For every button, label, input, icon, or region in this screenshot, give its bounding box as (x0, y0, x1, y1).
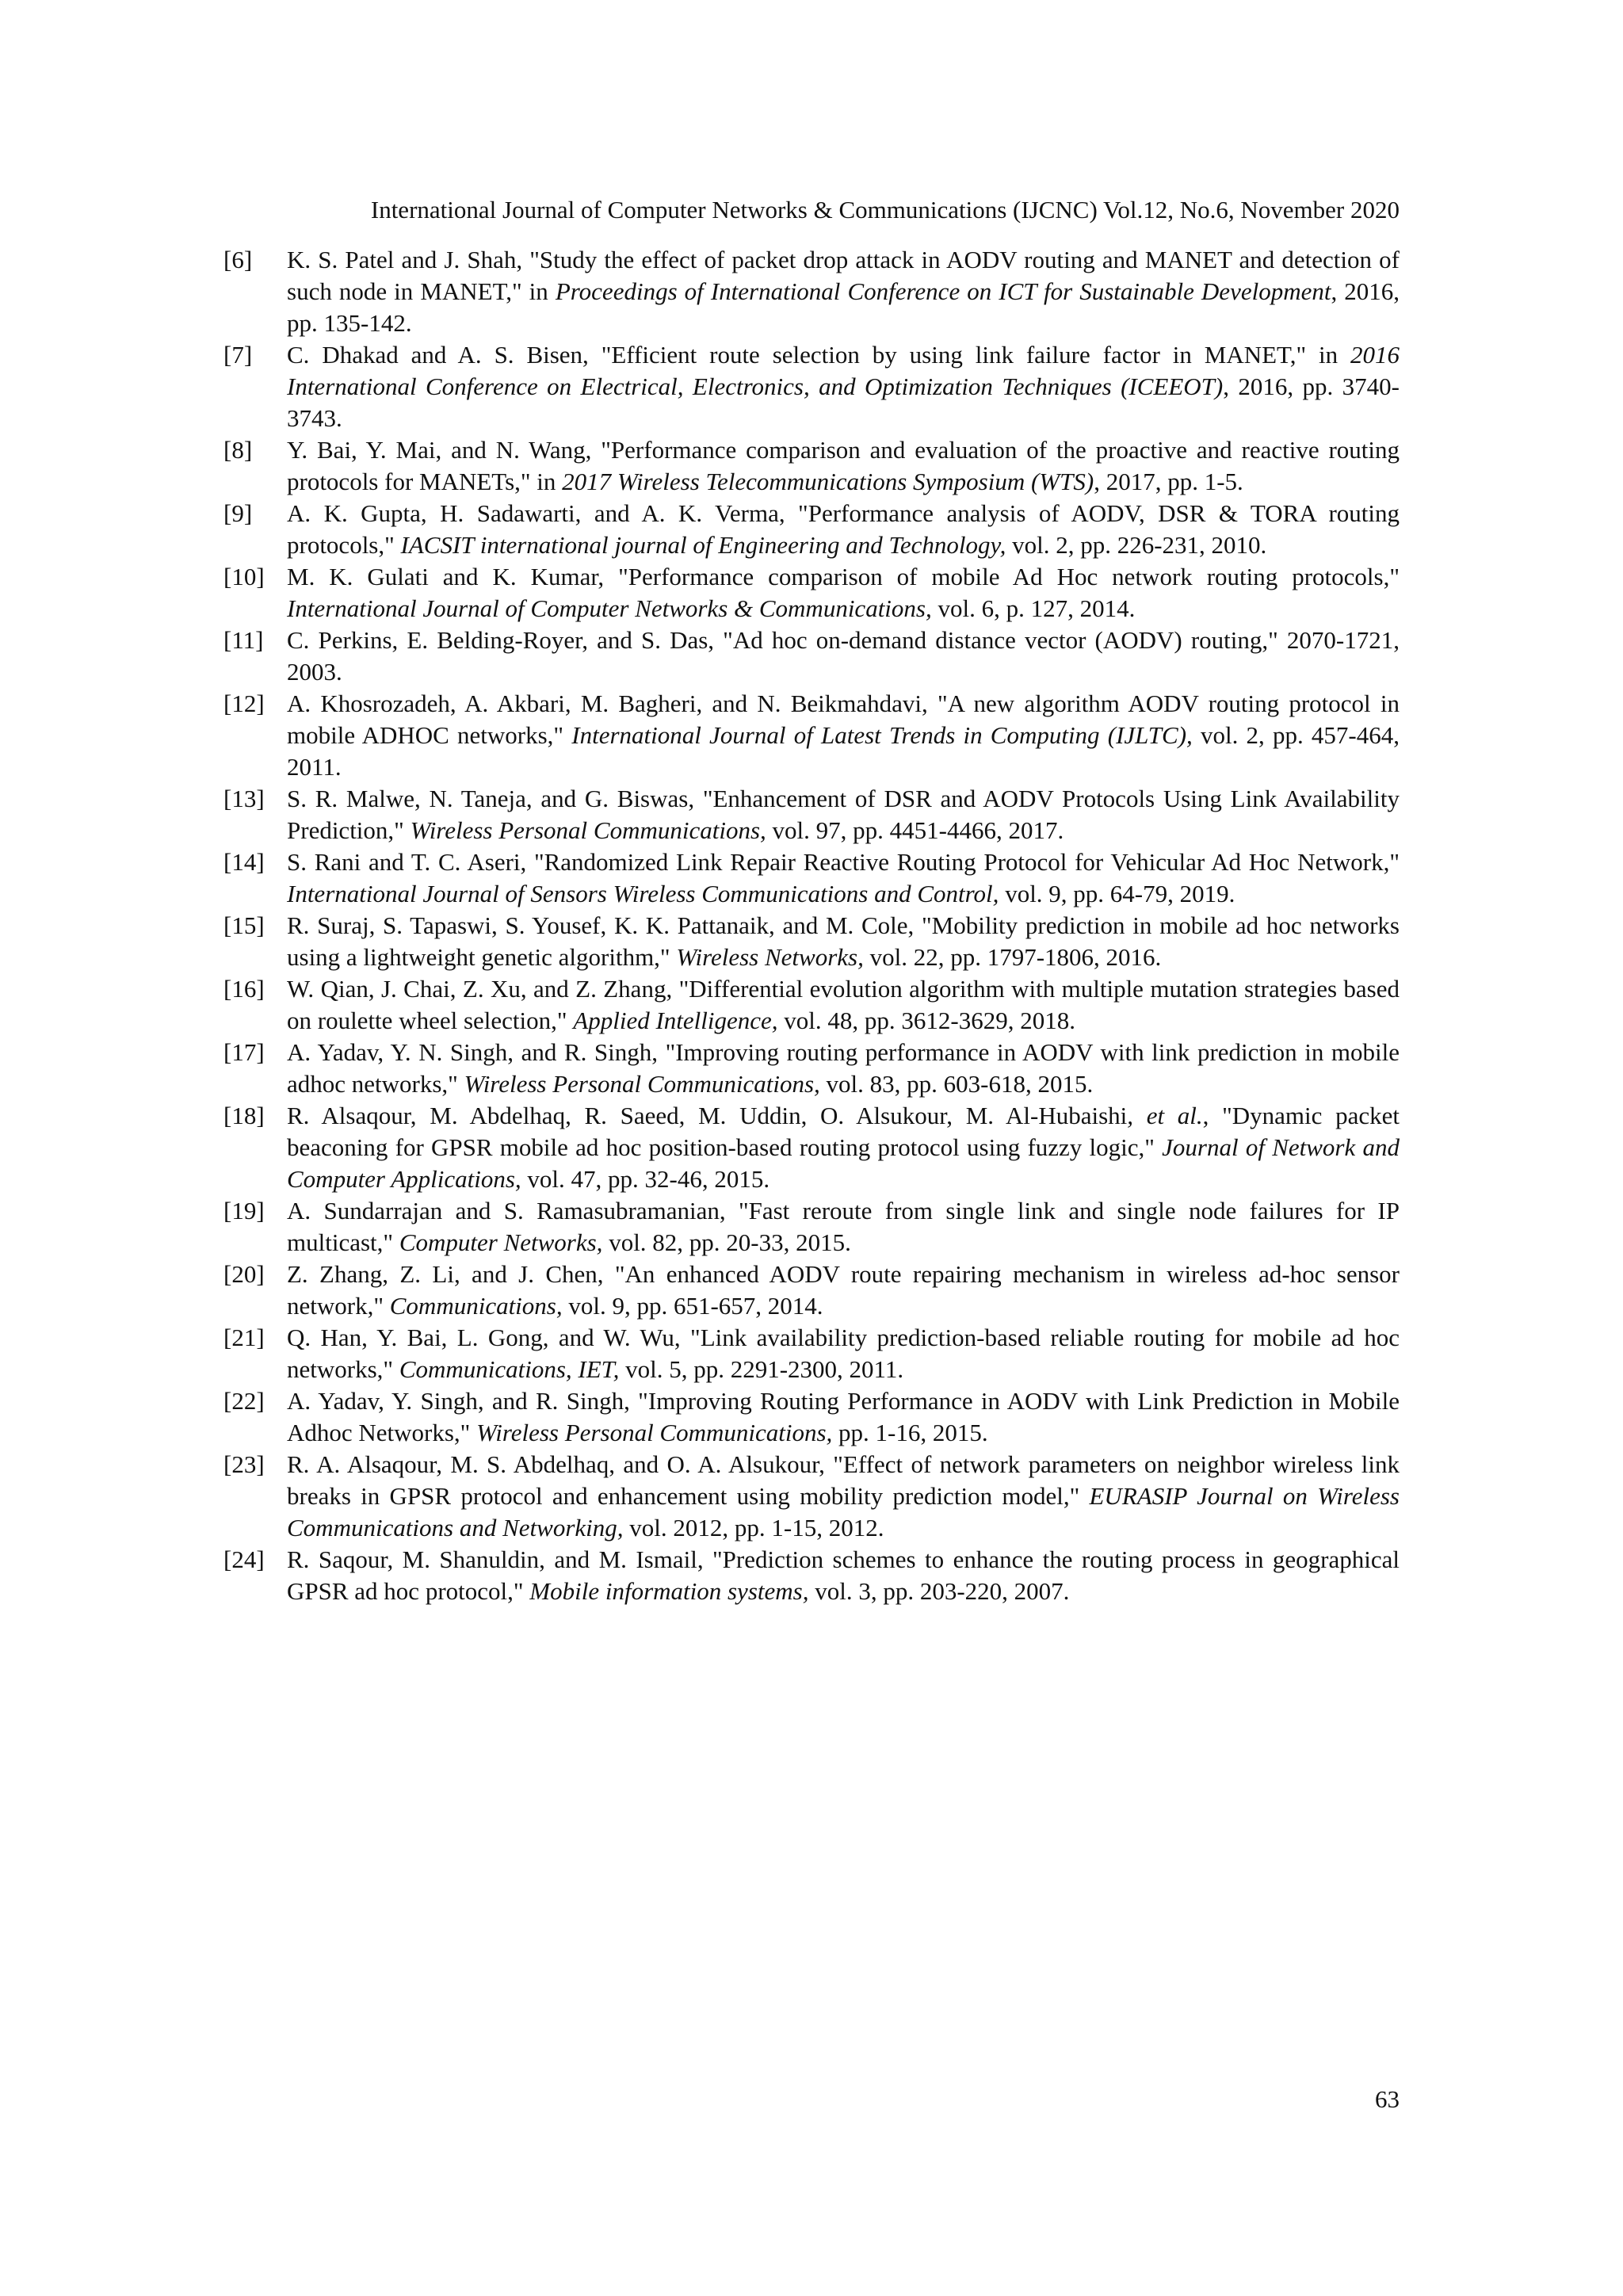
reference-venue: International Journal of Computer Networks & Communications, (287, 594, 932, 622)
reference-item (223, 688, 1400, 783)
reference-number: [10] (223, 563, 265, 590)
reference-number: [8] (223, 436, 253, 464)
reference-venue: International Journal of Sensors Wireless Communications and Control, (287, 880, 999, 907)
reference-text: K. S. Patel and J. Shah, "Study the effect of packet drop attack in AODV routing and MANET and detection of such node in MANET," in (287, 246, 1400, 305)
reference-details: vol. 83, pp. 603-618, 2015. (819, 1070, 1094, 1098)
reference-item (223, 339, 1400, 434)
reference-venue: International Journal of Latest Trends in Computing (IJLTC), (571, 721, 1193, 749)
reference-details: vol. 47, pp. 32-46, 2015. (521, 1165, 770, 1193)
reference-number: [12] (223, 690, 265, 717)
reference-venue: 2017 Wireless Telecommunications Symposium (WTS) (562, 468, 1094, 495)
reference-item (223, 1449, 1400, 1544)
reference-number: [20] (223, 1260, 265, 1288)
reference-item (223, 846, 1400, 910)
reference-number: [11] (223, 626, 264, 654)
reference-venue: Journal of Network and Computer Applications, (287, 1133, 1400, 1193)
reference-item (223, 1195, 1400, 1259)
reference-venue: Communications, IET, (399, 1355, 620, 1383)
reference-item (223, 1100, 1400, 1195)
reference-item (223, 1259, 1400, 1322)
reference-details: vol. 5, pp. 2291-2300, 2011. (619, 1355, 904, 1383)
reference-item (223, 973, 1400, 1037)
reference-details: vol. 2, pp. 226-231, 2010. (1006, 531, 1267, 559)
reference-venue: Wireless Networks, (676, 943, 864, 971)
reference-venue: Mobile information systems, (529, 1577, 809, 1605)
reference-number: [16] (223, 975, 265, 1003)
reference-details: vol. 2012, pp. 1-15, 2012. (623, 1514, 884, 1541)
reference-text: Y. Bai, Y. Mai, and N. Wang, "Performance comparison and evaluation of the proactive and reactive routing protocols for MANETs," in (287, 436, 1400, 495)
reference-venue: EURASIP Journal on Wireless Communications and Networking, (287, 1482, 1400, 1541)
reference-item (223, 498, 1400, 561)
reference-venue: Applied Intelligence, (573, 1007, 778, 1034)
reference-number: [6] (223, 246, 253, 273)
reference-item (223, 561, 1400, 625)
reference-details: , 2016, pp. 3740-3743. (287, 372, 1400, 432)
reference-text: A. Khosrozadeh, A. Akbari, M. Bagheri, and N. Beikmahdavi, "A new algorithm AODV routing protocol in mobile ADHOC networks," (287, 690, 1400, 749)
reference-text: A. Sundarrajan and S. Ramasubramanian, "Fast reroute from single link and single node failures for IP multicast," (287, 1197, 1400, 1256)
reference-text: R. Saqour, M. Shanuldin, and M. Ismail, "Prediction schemes to enhance the routing process in geographical GPSR ad hoc protocol," (287, 1545, 1400, 1605)
reference-details: vol. 22, pp. 1797-1806, 2016. (863, 943, 1162, 971)
reference-number: [13] (223, 785, 265, 812)
reference-item (223, 1544, 1400, 1607)
reference-venue: Wireless Personal Communications, (464, 1070, 820, 1098)
reference-number: [17] (223, 1038, 265, 1066)
reference-item (223, 910, 1400, 973)
reference-details: vol. 48, pp. 3612-3629, 2018. (777, 1007, 1075, 1034)
reference-item (223, 1037, 1400, 1100)
reference-item (223, 1322, 1400, 1385)
reference-venue: Computer Networks, (399, 1228, 603, 1256)
reference-text: M. K. Gulati and K. Kumar, "Performance comparison of mobile Ad Hoc network routing protocols," (287, 563, 1400, 590)
reference-venue: 2016 International Conference on Electrical, Electronics, and Optimization Techniques (ICEEOT) (287, 341, 1400, 400)
reference-details: vol. 82, pp. 20-33, 2015. (602, 1228, 851, 1256)
reference-details: , 2016, pp. 135-142. (287, 277, 1400, 337)
reference-venue: IACSIT international journal of Engineering and Technology, (400, 531, 1006, 559)
reference-item (223, 244, 1400, 339)
reference-text: C. Dhakad and A. S. Bisen, "Efficient route selection by using link failure factor in MANET," in (287, 341, 1350, 369)
reference-text: W. Qian, J. Chai, Z. Xu, and Z. Zhang, "Differential evolution algorithm with multiple mutation strategies based on roulette wheel selection," (287, 975, 1400, 1034)
reference-details: vol. 9, pp. 651-657, 2014. (562, 1292, 823, 1320)
reference-venue: Proceedings of International Conference on ICT for Sustainable Development (555, 277, 1331, 305)
reference-item (223, 1385, 1400, 1449)
reference-details: , "Dynamic packet beaconing for GPSR mobile ad hoc position-based routing protocol using fuzzy logic," (287, 1102, 1400, 1161)
reference-details: , 2017, pp. 1-5. (1094, 468, 1243, 495)
reference-details: vol. 3, pp. 203-220, 2007. (808, 1577, 1070, 1605)
reference-text: S. R. Malwe, N. Taneja, and G. Biswas, "Enhancement of DSR and AODV Protocols Using Link Availability Prediction," (287, 785, 1400, 844)
running-header: International Journal of Computer Networks & Communications (IJCNC) Vol.12, No.6, November 2020 (370, 196, 1400, 223)
reference-item (223, 434, 1400, 498)
reference-text: Z. Zhang, Z. Li, and J. Chen, "An enhanced AODV route repairing mechanism in wireless ad-hoc sensor network," (287, 1260, 1400, 1320)
reference-details: pp. 1-16, 2015. (832, 1419, 988, 1446)
reference-details: vol. 2, pp. 457-464, 2011. (287, 721, 1400, 781)
reference-number: [21] (223, 1324, 265, 1351)
reference-number: [7] (223, 341, 253, 369)
reference-text: C. Perkins, E. Belding-Royer, and S. Das, "Ad hoc on-demand distance vector (AODV) routing," 2070-1721, 2003. (287, 626, 1400, 686)
reference-list (223, 244, 1400, 1607)
reference-item (223, 625, 1400, 688)
reference-text: Q. Han, Y. Bai, L. Gong, and W. Wu, "Link availability prediction-based reliable routing for mobile ad hoc networks," (287, 1324, 1400, 1383)
reference-text: A. Yadav, Y. N. Singh, and R. Singh, "Improving routing performance in AODV with link prediction in mobile adhoc networks," (287, 1038, 1400, 1098)
reference-details: vol. 9, pp. 64-79, 2019. (999, 880, 1235, 907)
reference-text: S. Rani and T. C. Aseri, "Randomized Link Repair Reactive Routing Protocol for Vehicular Ad Hoc Network," (287, 848, 1400, 876)
reference-text: R. Alsaqour, M. Abdelhaq, R. Saeed, M. Uddin, O. Alsukour, M. Al-Hubaishi (287, 1102, 1128, 1129)
reference-item (223, 783, 1400, 846)
reference-number: [15] (223, 911, 265, 939)
reference-venue: Wireless Personal Communications, (410, 816, 766, 844)
reference-number: [9] (223, 499, 253, 527)
reference-number: [22] (223, 1387, 265, 1415)
reference-venue: Wireless Personal Communications, (476, 1419, 833, 1446)
page-number: 63 (1375, 2085, 1400, 2113)
reference-number: [23] (223, 1450, 265, 1478)
reference-number: [14] (223, 848, 265, 876)
reference-venue: Communications, (389, 1292, 563, 1320)
reference-text: R. Suraj, S. Tapaswi, S. Yousef, K. K. Pattanaik, and M. Cole, "Mobility prediction in mobile ad hoc networks using a lightweight genetic algorithm," (287, 911, 1400, 971)
reference-venue: , et al. (1127, 1102, 1203, 1129)
reference-number: [19] (223, 1197, 265, 1224)
reference-details: vol. 6, p. 127, 2014. (931, 594, 1136, 622)
reference-text: R. A. Alsaqour, M. S. Abdelhaq, and O. A. Alsukour, "Effect of network parameters on neighbor wireless link breaks in GPSR protocol and enhancement using mobility prediction model," (287, 1450, 1400, 1510)
reference-number: [18] (223, 1102, 265, 1129)
reference-text: A. Yadav, Y. Singh, and R. Singh, "Improving Routing Performance in AODV with Link Prediction in Mobile Adhoc Networks," (287, 1387, 1400, 1446)
reference-text: A. K. Gupta, H. Sadawarti, and A. K. Verma, "Performance analysis of AODV, DSR & TORA routing protocols," (287, 499, 1400, 559)
reference-number: [24] (223, 1545, 265, 1573)
reference-details: vol. 97, pp. 4451-4466, 2017. (766, 816, 1064, 844)
